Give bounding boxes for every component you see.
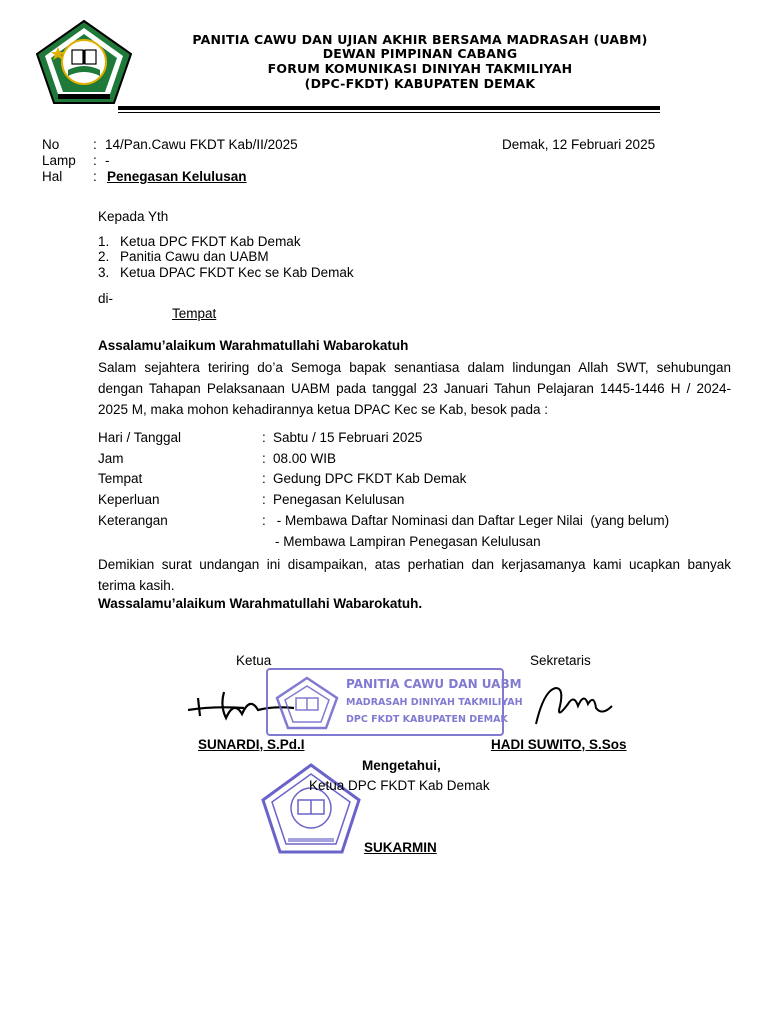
recipient-tempat: Tempat xyxy=(172,306,217,321)
closing-salam: Wassalamu’alaikum Warahmatullahi Wabarokatuh. xyxy=(98,596,423,611)
lamp-label: Lamp xyxy=(42,153,76,168)
header-line-2: DEWAN PIMPINAN CABANG xyxy=(322,46,518,61)
stamp-logo-icon xyxy=(274,676,340,730)
detail-sep-jam: : xyxy=(262,451,266,466)
committee-stamp xyxy=(266,668,523,736)
dpc-name: SUKARMIN xyxy=(364,840,437,855)
detail-label-jam: Jam xyxy=(98,451,124,466)
body-paragraph-line-1: Salam sejahtera teriring do’a Semoga bapak senantiasa dalam lindungan Allah SWT, sehubungan xyxy=(98,360,731,375)
ketua-title: Ketua xyxy=(236,653,272,668)
header-line-3: FORUM KOMUNIKASI DINIYAH TAKMILIYAH xyxy=(267,61,573,76)
closing-line-2: terima kasih. xyxy=(98,578,175,593)
greeting: Assalamu’alaikum Warahmatullahi Wabarokatuh xyxy=(98,338,409,353)
header-line-1: PANITIA CAWU DAN UJIAN AKHIR BERSAMA MADRASAH (UABM) xyxy=(192,32,648,47)
hal-label: Hal xyxy=(42,169,63,184)
sekretaris-name: HADI SUWITO, S.Sos xyxy=(491,737,627,752)
recipient-item-1: Ketua DPC FKDT Kab Demak xyxy=(120,234,301,249)
recipient-item-2: Panitia Cawu dan UABM xyxy=(120,249,269,264)
sekretaris-title: Sekretaris xyxy=(530,653,591,668)
detail-value-hari: Sabtu / 15 Februari 2025 xyxy=(273,430,423,445)
body-paragraph-line-3: 2025 M, maka mohon kehadirannya ketua DPAC Kec se Kab, besok pada : xyxy=(98,402,549,417)
closing-line-1: Demikian surat undangan ini disampaikan, atas perhatian dan kerjasamanya kami ucapkan banyak xyxy=(98,557,731,572)
header-divider xyxy=(118,106,660,110)
recipient-num-1: 1. xyxy=(98,234,110,249)
detail-sep-keterangan: : xyxy=(262,513,266,528)
detail-label-tempat: Tempat xyxy=(98,471,143,486)
body-paragraph-line-2: dengan Tahapan Pelaksanaan UABM pada tanggal 23 Januari Tahun Pelajaran 1445-1446 H / 2024- xyxy=(98,381,731,396)
no-value: 14/Pan.Cawu FKDT Kab/II/2025 xyxy=(105,137,298,152)
stamp-line-3: DPC FKDT KABUPATEN DEMAK xyxy=(346,714,508,725)
detail-label-keperluan: Keperluan xyxy=(98,492,160,507)
dpc-title: Ketua DPC FKDT Kab Demak xyxy=(309,778,490,793)
mengetahui-label: Mengetahui, xyxy=(362,758,441,773)
detail-label-hari: Hari / Tanggal xyxy=(98,430,182,445)
detail-sep-tempat: : xyxy=(262,471,266,486)
place-date: Demak, 12 Februari 2025 xyxy=(502,137,656,152)
recipient-item-3: Ketua DPAC FKDT Kec se Kab Demak xyxy=(120,265,354,280)
organization-seal-icon xyxy=(260,762,362,856)
stamp-line-1: PANITIA CAWU DAN UABM xyxy=(346,677,522,691)
stamp-line-2: MADRASAH DINIYAH TAKMILIYAH xyxy=(346,697,523,708)
detail-sep-keperluan: : xyxy=(262,492,266,507)
recipient-num-3: 3. xyxy=(98,265,110,280)
header-line-4: (DPC-FKDT) KABUPATEN DEMAK xyxy=(304,76,536,91)
no-sep: : xyxy=(93,137,97,152)
recipient-num-2: 2. xyxy=(98,249,110,264)
detail-keterangan-extra: - Membawa Lampiran Penegasan Kelulusan xyxy=(275,534,541,549)
ketua-name: SUNARDI, S.Pd.I xyxy=(198,737,305,752)
no-label: No xyxy=(42,137,60,152)
detail-value-keperluan: Penegasan Kelulusan xyxy=(273,492,405,507)
detail-value-keterangan: - Membawa Daftar Nominasi dan Daftar Leger Nilai (yang belum) xyxy=(273,513,670,528)
hal-value: Penegasan Kelulusan xyxy=(107,169,247,184)
detail-label-keterangan: Keterangan xyxy=(98,513,168,528)
detail-value-jam: 08.00 WIB xyxy=(273,451,337,466)
lamp-value: - xyxy=(105,153,110,168)
sekretaris-signature-icon xyxy=(534,680,614,728)
detail-sep-hari: : xyxy=(262,430,266,445)
detail-value-tempat: Gedung DPC FKDT Kab Demak xyxy=(273,471,467,486)
header-divider-thin xyxy=(118,112,660,113)
organization-logo-icon xyxy=(34,18,134,106)
recipient-intro: Kepada Yth xyxy=(98,209,169,224)
recipient-di: di- xyxy=(98,291,114,306)
lamp-sep: : xyxy=(93,153,97,168)
hal-sep: : xyxy=(93,169,97,184)
